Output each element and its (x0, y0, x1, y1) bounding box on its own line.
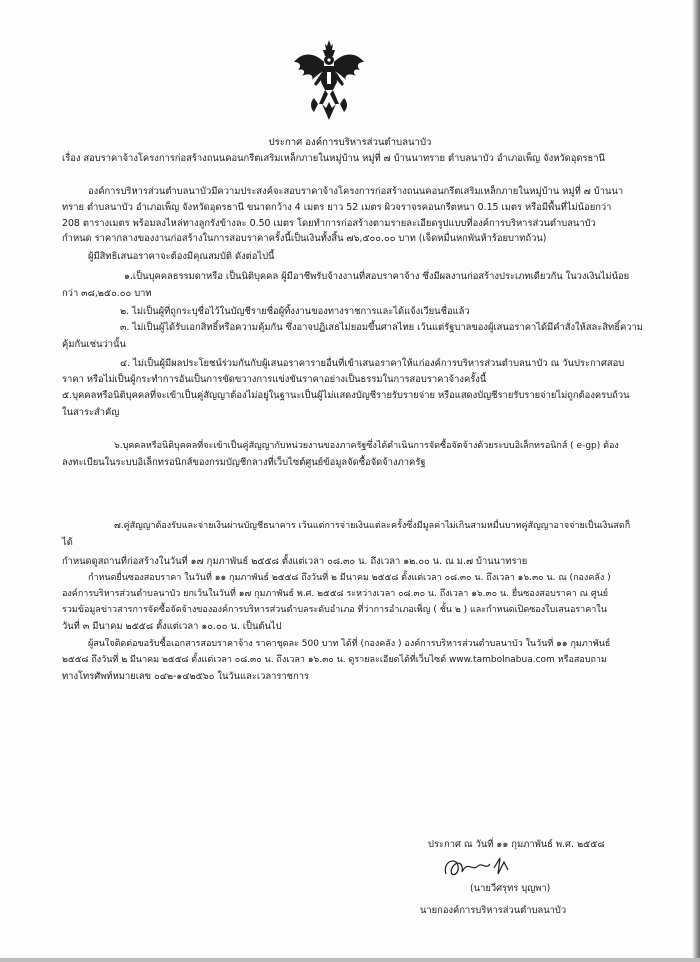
site-visit-line: กำหนดดูสถานที่ก่อสร้างในวันที่ ๑๗ กุมภาพันธ์ ๒๕๕๘ ตั้งแต่เวลา ๐๘.๓๐ น. ถึงเวลา ๑๒.๐๐ น. ณ ม.๗ บ้านนาทราย (62, 556, 528, 567)
scan-edge (692, 0, 700, 962)
qualification-item: ๑.เป็นบุคคลธรรมดาหรือ เป็นนิติบุคคล ผู้มีอาชีพรับจ้างงานที่สอบราคาจ้าง ซึ่งมีผลงานก่อสร้างประเภทเดียวกัน ในวงเงินไม่น้อย (124, 271, 630, 282)
garuda-emblem-icon (292, 38, 366, 122)
qualification-item: คุ้มกันเช่นว่านั้น (62, 339, 126, 350)
qualifications-heading: ผู้มีสิทธิเสนอราคาจะต้องมีคุณสมบัติ ดังต่อไปนี้ (88, 251, 275, 262)
subject-line: เรื่อง สอบราคาจ้างโครงการก่อสร้างถนนคอนกรีตเสริมเหล็กภายในหมู่บ้าน หมู่ที่ ๗ บ้านนาทราย ตำบลนาบัว อำเภอเพ็ญ จังหวัดอุดรธานี (62, 153, 605, 164)
intro-line: ทราย ตำบลนาบัว อำเภอเพ็ญ จังหวัดอุดรธานี ขนาดกว้าง 4 เมตร ยาว 52 เมตร ผิวจราจรคอนกรีตหนา 0.15 เมตร หรือมีพื้นที่ไม่น้อยกว่า (62, 202, 612, 213)
purchase-line: ทางโทรศัพท์หมายเลข ๐๔๒-๑๔๒๕๖๐ ในวันและเวลาราชการ (62, 671, 309, 682)
qualification-item: ๕.บุคคลหรือนิติบุคคลที่จะเข้าเป็นคู่สัญญาต้องไม่อยู่ในฐานะเป็นผู้ไม่แสดงบัญชีรายรับรายจ่าย หรือแสดงบัญชีรายรับรายจ่ายไม่ถูกต้องครบถ้วน (62, 390, 630, 401)
intro-line: 208 ตารางเมตร พร้อมลงไหล่ทางลูกรังข้างละ 0.50 เมตร โดยทำการก่อสร้างตามรายละเอียดรูปแบบที่องค์การบริหารส่วนตำบลนาบัว (62, 218, 596, 229)
qualification-item: กว่า ๓๘,๒๕๐.๐๐ บาท (62, 288, 152, 299)
qualification-item: ราคา หรือไม่เป็นผู้กระทำการอันเป็นการขัดขวางการแข่งขันราคาอย่างเป็นธรรมในการสอบราคาจ้างครั้งนี้ (62, 374, 487, 385)
intro-line: องค์การบริหารส่วนตำบลนาบัวมีความประสงค์จะสอบราคาจ้างโครงการก่อสร้างถนนคอนกรีตเสริมเหล็กภายในหมู่บ้าน หมู่ที่ ๗ บ้านนา (88, 186, 624, 197)
submission-line: กำหนดยื่นซองสอบราคา ในวันที่ ๑๑ กุมภาพันธ์ ๒๕๕๘ ถึงวันที่ ๒ มีนาคม ๒๕๕๘ ตั้งแต่เวลา ๐๘.๓๐ น. ถึงเวลา ๑๖.๓๐ น. ณ (กองคลัง ) (88, 573, 611, 583)
scan-edge (0, 958, 700, 962)
purchase-line: ผู้สนใจติดต่อขอรับซื้อเอกสารสอบราคาจ้าง ราคาชุดละ 500 บาท ได้ที่ (กองคลัง ) องค์การบริหารส่วนตำบลนาบัว ในวันที่ ๑๑ กุมภาพันธ์ (88, 639, 611, 649)
signer-name: (นายวีศรุทร บุญพา) (470, 883, 551, 894)
purchase-line: ๒๕๕๘ ถึงวันที่ ๒ มีนาคม ๒๕๕๘ ตั้งแต่เวลา ๐๘.๓๐ น. ถึงเวลา ๑๖.๓๐ น. ดูรายละเอียดได้ที่เว็บไซต์ www.tambolnabua.com หรือสอบถาม (62, 655, 607, 665)
qualification-item: ๔. ไม่เป็นผู้มีผลประโยชน์ร่วมกันกับผู้เสนอราคารายอื่นที่เข้าเสนอราคาให้แก่องค์การบริหารส่วนตำบลนาบัว ณ วันประกาศสอบ (120, 358, 625, 369)
qualification-item: ๗.คู่สัญญาต้องรับและจ่ายเงินผ่านบัญชีธนาคาร เว้นแต่การจ่ายเงินแต่ละครั้งซึ่งมีมูลค่าไม่เกินสามหมื่นบาทคู่สัญญาอาจจ่ายเป็นเงินสดก็ (114, 521, 631, 531)
submission-line: วันที่ ๓ มีนาคม ๒๕๕๘ ตั้งแต่เวลา ๑๐.๐๐ น. เป็นต้นไป (62, 621, 282, 632)
page-title: ประกาศ องค์การบริหารส่วนตำบลนาบัว (268, 137, 432, 148)
handwritten-signature (438, 852, 548, 884)
qualification-item: ๒. ไม่เป็นผู้ที่ถูกระบุชื่อไว้ในบัญชีรายชื่อผู้ทิ้งงานของทางราชการและได้แจ้งเวียนชื่อแล้ว (120, 306, 470, 317)
qualification-item: ได้ (62, 537, 73, 548)
signer-title: นายกองค์การบริหารส่วนตำบลนาบัว (420, 905, 567, 916)
announce-date: ประกาศ ณ วันที่ ๑๑ กุมภาพันธ์ พ.ศ. ๒๕๕๘ (428, 839, 605, 850)
submission-line: องค์การบริหารส่วนตำบลนาบัว ยกเว้นในวันที่ ๑๗ กุมภาพันธ์ พ.ศ. ๒๕๕๘ ระหว่างเวลา ๐๘.๓๐ น. ถึงเวลา ๑๖.๓๐ น. ยื่นซองสอบราคา ณ ศูนย์ (62, 589, 608, 599)
qualification-item: ในสาระสำคัญ (62, 407, 120, 418)
intro-line: กำหนด ราคากลางของงานก่อสร้างในการสอบราคาครั้งนี้เป็นเงินทั้งสิ้น ๗๖,๕๐๐.๐๐ บาท (เจ็ดหมื่นหกพันห้าร้อยบาทถ้วน) (62, 233, 547, 244)
qualification-item: ๓. ไม่เป็นผู้ได้รับเอกสิทธิ์หรือความคุ้มกัน ซึ่งอาจปฏิเสธไม่ยอมขึ้นศาลไทย เว้นแต่รัฐบาลของผู้เสนอราคาได้มีคำสั่งให้สละสิทธิ์ความ (120, 322, 643, 333)
submission-line: รวมข้อมูลข่าวสารการจัดซื้อจัดจ้างขององค์การบริหารส่วนตำบลระดับอำเภอ ที่ว่าการอำเภอเพ็ญ ( ชั้น ๒ ) และกำหนดเปิดซองใบเสนอราคาใน (62, 605, 607, 615)
qualification-item: ลงทะเบียนในระบบอิเล็กทรอนิกส์ของกรมบัญชีกลางที่เว็บไซต์ศูนย์ข้อมูลจัดซื้อจัดจ้างภาครัฐ (62, 457, 426, 468)
qualification-item: ๖.บุคคลหรือนิติบุคคลที่จะเข้าเป็นคู่สัญญากับหน่วยงานของภาครัฐซึ่งได้ดำเนินการจัดซื้อจัดจ้างด้วยระบบอิเล็กทรอนิกส์ ( e-gp) ต้อง (114, 441, 619, 451)
